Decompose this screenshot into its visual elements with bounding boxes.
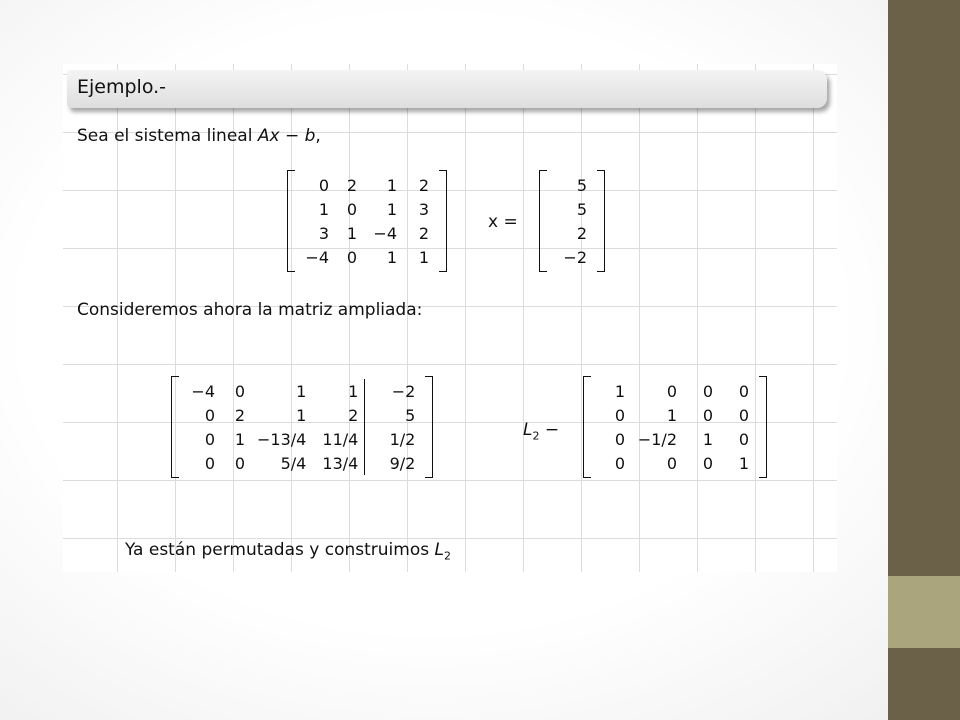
matrix-cell: 0 xyxy=(204,405,215,425)
consider-text: Consideremos ahora la matriz ampliada: xyxy=(77,300,423,320)
equation-operator: − xyxy=(284,126,300,146)
bracket-right xyxy=(425,376,433,478)
equation-lhs: Ax xyxy=(257,126,280,146)
bracket-right xyxy=(439,170,447,272)
matrix-row xyxy=(183,403,421,427)
matrix-cell: 1 xyxy=(418,247,429,267)
matrix-row xyxy=(551,173,593,197)
matrix-cell: 0 xyxy=(702,405,713,425)
bracket-right xyxy=(597,170,605,272)
matrix-row xyxy=(299,245,435,269)
matrix-row xyxy=(551,245,593,269)
bracket-right xyxy=(759,376,767,478)
matrix-cell: 0 xyxy=(234,381,245,401)
l2-subscript: 2 xyxy=(532,429,540,443)
l2-name: L xyxy=(523,420,533,440)
matrix-cell: 1 xyxy=(702,429,713,449)
matrix-cell: −2 xyxy=(365,379,422,403)
matrix-row xyxy=(183,451,421,475)
matrix-cell: 1 xyxy=(386,175,397,195)
matrix-row xyxy=(183,427,421,451)
matrix-cell: 1 xyxy=(386,199,397,219)
matrix-cell: 1 xyxy=(386,247,397,267)
matrix-cell: −13/4 xyxy=(257,429,307,449)
matrix-cell: 1 xyxy=(296,405,307,425)
matrix-cell: 0 xyxy=(204,429,215,449)
matrix-cell: 0 xyxy=(234,453,245,473)
matrix-cell: 1 xyxy=(666,405,677,425)
footer-subscript: 2 xyxy=(443,549,451,563)
equation-end: , xyxy=(315,126,321,146)
augmented-matrix xyxy=(171,376,433,478)
slide-title: Ejemplo.- xyxy=(77,76,167,98)
matrix-cell: 2 xyxy=(418,175,429,195)
vector-b xyxy=(539,170,605,272)
matrix-row xyxy=(299,173,435,197)
matrix-l2-table xyxy=(595,379,755,475)
matrix-cell: 0 xyxy=(614,405,625,425)
matrix-cell: 1 xyxy=(346,223,357,243)
matrix-cell: 1 xyxy=(348,381,359,401)
side-band-middle xyxy=(888,576,960,648)
matrix-cell: 2 xyxy=(346,175,357,195)
matrix-cell: 2 xyxy=(418,223,429,243)
matrix-cell: 2 xyxy=(348,405,359,425)
matrix-cell: 9/2 xyxy=(365,451,422,475)
matrix-cell: −4 xyxy=(191,381,215,401)
matrix-row xyxy=(551,197,593,221)
matrix-l2 xyxy=(583,376,767,478)
matrix-cell: 11/4 xyxy=(322,429,359,449)
matrix-cell: 0 xyxy=(346,247,357,267)
matrix-row xyxy=(595,451,755,475)
side-band-bottom xyxy=(888,648,960,720)
matrix-row xyxy=(595,403,755,427)
matrix-cell: 0 xyxy=(614,429,625,449)
vector-b-table xyxy=(551,173,593,269)
footer-text: Ya están permutadas y construimos xyxy=(125,540,430,560)
matrix-row xyxy=(595,379,755,403)
matrix-cell: 0 xyxy=(614,453,625,473)
matrix-cell: 3 xyxy=(418,199,429,219)
augmented-matrix-table xyxy=(183,379,421,475)
matrix-cell: 1 xyxy=(614,381,625,401)
bracket-left xyxy=(539,170,547,272)
matrix-cell: 5 xyxy=(576,199,587,219)
bracket-left xyxy=(583,376,591,478)
matrix-cell: 0 xyxy=(702,453,713,473)
l2-label xyxy=(523,420,559,442)
matrix-cell: 0 xyxy=(666,381,677,401)
intro-text: Sea el sistema lineal xyxy=(77,126,253,146)
matrix-cell: 0 xyxy=(738,429,749,449)
matrix-cell: −4 xyxy=(305,247,329,267)
matrix-a xyxy=(287,170,447,272)
x-equals: x = xyxy=(488,212,518,232)
slide-image xyxy=(63,64,837,572)
matrix-cell: 0 xyxy=(204,453,215,473)
matrix-cell: 1 xyxy=(738,453,749,473)
matrix-row xyxy=(595,427,755,451)
matrix-cell: 1 xyxy=(296,381,307,401)
matrix-row xyxy=(299,221,435,245)
footer-var: L xyxy=(434,540,444,560)
equation-rhs: b xyxy=(304,126,316,146)
matrix-cell: 5/4 xyxy=(280,453,307,473)
matrix-cell: 1 xyxy=(318,199,329,219)
matrix-cell: −4 xyxy=(373,223,397,243)
matrix-row xyxy=(551,221,593,245)
matrix-cell: 0 xyxy=(318,175,329,195)
matrix-cell: 1/2 xyxy=(365,427,422,451)
matrix-cell: 0 xyxy=(738,405,749,425)
matrix-cell: 1 xyxy=(234,429,245,449)
matrix-cell: 0 xyxy=(346,199,357,219)
matrix-cell: 5 xyxy=(365,403,422,427)
bracket-left xyxy=(287,170,295,272)
matrix-cell: 13/4 xyxy=(322,453,359,473)
matrix-cell: 2 xyxy=(576,223,587,243)
matrix-cell: −2 xyxy=(563,247,587,267)
matrix-a-table xyxy=(299,173,435,269)
matrix-cell: −1/2 xyxy=(637,429,677,449)
footer-line xyxy=(125,540,451,562)
matrix-cell: 2 xyxy=(234,405,245,425)
intro-line xyxy=(77,126,321,146)
matrix-row xyxy=(299,197,435,221)
l2-operator: − xyxy=(544,420,560,440)
matrix-row xyxy=(183,379,421,403)
matrix-cell: 5 xyxy=(576,175,587,195)
matrix-cell: 0 xyxy=(666,453,677,473)
matrix-cell: 0 xyxy=(702,381,713,401)
matrix-cell: 3 xyxy=(318,223,329,243)
title-bar xyxy=(67,70,827,108)
side-band-top xyxy=(888,0,960,576)
matrix-cell: 0 xyxy=(738,381,749,401)
bracket-left xyxy=(171,376,179,478)
